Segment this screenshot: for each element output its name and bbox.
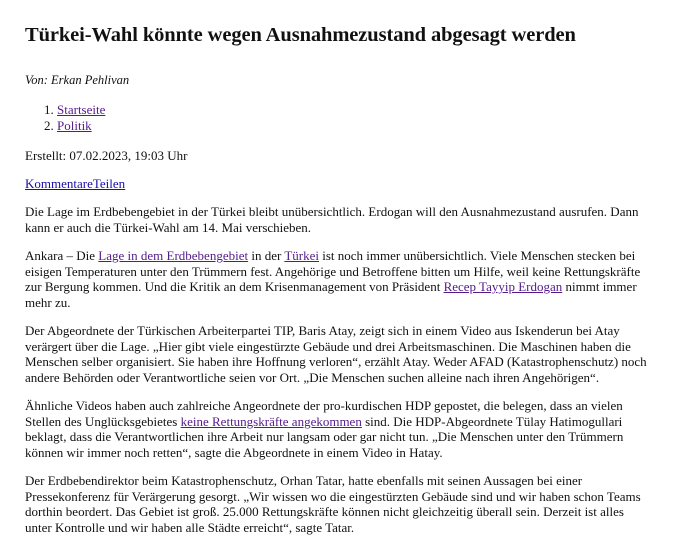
paragraph-1: [25, 248, 651, 310]
article-actions: [25, 176, 651, 192]
link-keine-rettungskraefte[interactable]: keine Rettungskräfte angekommen: [180, 413, 362, 429]
link-erdogan[interactable]: Recep Tayyip Erdogan: [443, 279, 563, 294]
text: in der: [248, 248, 285, 263]
breadcrumb-item: [57, 118, 651, 134]
share-link[interactable]: Teilen: [92, 176, 126, 191]
paragraph-4: Der Erdbebendirektor beim Katastrophenschutz, Orhan Tatar, hatte ebenfalls mit seinen Aussagen bei einer Pressekonferenz für Verärgerung gesorgt. „Wir wissen wo die eingestürzten Gebäude sind und wir haben schon Teams dorthin beordert. Das Gebiet ist groß. 25.000 Rettungskräfte können nicht gleichzeitig überall sein. Derzeit ist alles unter Kontrolle und wir haben alle Städte erreicht“, sagte Tatar.: [25, 473, 641, 535]
lead-paragraph: Die Lage im Erdbebengebiet in der Türkei bleibt unübersichtlich. Erdogan will den Ausnahmezustand ausrufen. Dann kann er auch die Türkei-Wahl am 14. Mai verschieben.: [25, 204, 639, 235]
created-date: Erstellt: 07.02.2023, 19:03 Uhr: [25, 148, 188, 163]
comments-link[interactable]: Kommentare: [25, 176, 93, 191]
paragraph-3: [25, 398, 651, 460]
text: nimmt immer mehr zu.: [25, 279, 637, 310]
text: Ähnliche Videos haben auch zahlreiche Angeordnete der pro-kurdischen HDP gepostet, die belegen, dass an vielen Stellen des Unglücksgebietes: [25, 398, 623, 429]
article-title: Türkei-Wahl könnte wegen Ausnahmezustand abgesagt werden: [25, 24, 576, 46]
text: sind. Die HDP-Abgeordnete Tülay Hatimogullari beklagt, dass die Verantwortlichen ihre Arbeit nur langsam oder gar nicht tun. „Die Menschen unter den Trümmern können wir immer noch retten“, sagte die Abgeordnete in einem Video in Hatay.: [25, 413, 624, 460]
link-tuerkei[interactable]: Türkei: [284, 248, 319, 263]
breadcrumb-link-politik[interactable]: Politik: [57, 118, 92, 133]
paragraph-2: Der Abgeordnete der Türkischen Arbeiterpartei TIP, Baris Atay, zeigt sich in einem Video aus Iskenderun bei Atay verärgert über die Lage. „Hier gibt viele eingestürzte Gebäude und drei Arbeitsmaschinen. Die Maschinen haben die Menschen selber organisiert. Sie haben ihre Hoffnung verloren“, erzählt Atay. Weder AFAD (Katastrophenschutz) noch andere Behörden oder Verantwortliche seien vor Ort. „Die Menschen suchen alleine nach ihren Angehörigen“.: [25, 323, 647, 385]
breadcrumb: [25, 102, 651, 134]
link-lage-erdbebengebiet[interactable]: Lage in dem Erdbebengebiet: [98, 248, 249, 263]
byline: Von: Erkan Pehlivan: [25, 73, 130, 87]
text: ist noch immer unübersichtlich. Viele Menschen stecken bei eisigen Temperaturen unter den Trümmern fest. Angehörige und Betroffene bitten um Hilfe, weil keine Rettungskräfte zur Bergung kommen. Und die Kritik an dem Krisenmanagement von Präsident: [25, 248, 641, 294]
breadcrumb-item: [57, 102, 651, 118]
breadcrumb-link-startseite[interactable]: Startseite: [57, 102, 106, 117]
text: Ankara – Die: [25, 248, 99, 263]
